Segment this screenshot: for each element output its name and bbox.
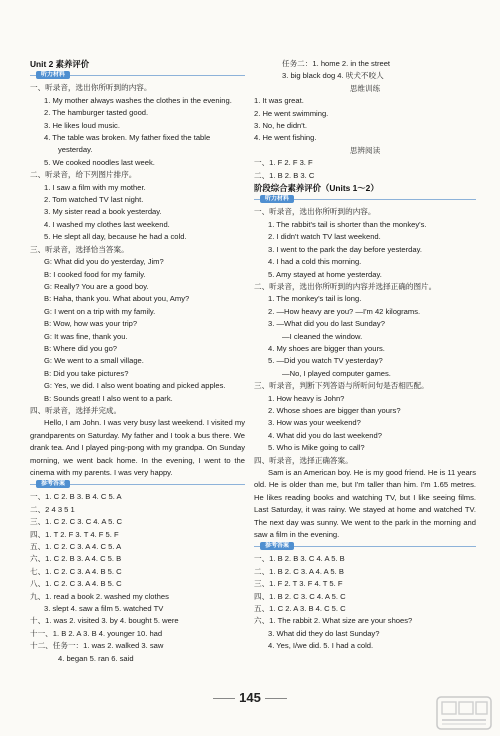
listening-material-tag: 听力材料 [260,195,294,203]
subsection-heading: 思维训练 [349,83,381,93]
text-line: 4. My shoes are bigger than yours. [268,343,385,353]
dialogue-line: B: Sounds great! I also went to a park. [44,393,173,403]
answer-line: 3. big black dog 4. 吠犬不咬人 [282,71,384,81]
answer-line: 一、1. B 2. B 3. C 4. A 5. B [254,554,345,564]
text-line: 2. The hamburger tasted good. [44,108,149,118]
text-line: 5. Amy stayed at home yesterday. [268,269,382,279]
answer-line: 四、1. T 2. F 3. T 4. F 5. F [30,529,119,539]
right-column [254,58,476,653]
answer-line: 2. He went swimming. [254,108,329,118]
text-line: 3. —What did you do last Sunday? [268,319,385,329]
section-heading: 一、听录音，选出你所听到的内容。 [254,207,376,217]
answer-line: 六、1. The rabbit 2. What size are your shoes? [254,616,413,626]
answer-tag: 参考答案 [36,480,70,488]
text-line: 2. —How heavy are you? —I'm 42 kilograms. [268,306,421,316]
text-line: 4. I washed my clothes last weekend. [44,219,170,229]
text-line: 5. Who is Mike going to call? [268,443,365,453]
text-line: 5. He slept all day, because he had a cold. [44,232,187,242]
answer-line: 六、1. C 2. B 3. A 4. C 5. B [30,554,122,564]
answer-line: 一、1. C 2. B 3. B 4. C 5. A [30,492,122,502]
text-line: 2. I didn't watch TV last weekend. [268,232,381,242]
listening-material-tag: 听力材料 [36,71,70,79]
dialogue-line: G: What did you do yesterday, Jim? [44,257,164,267]
answer-line: 十二、任务一：1. was 2. walked 3. saw [30,641,164,651]
dialogue-line: G: Yes, we did. I also went boating and picked apples. [44,381,226,391]
answer-line: 4. began 5. ran 6. said [58,653,134,663]
dialogue-line: B: Haha, thank you. What about you, Amy? [44,294,190,304]
page-number-text: 145 [239,690,261,705]
answer-line: 4. He went fishing. [254,133,317,143]
section-heading: 四、听录音，选择并完成。 [30,405,122,415]
text-line: 4. What did you do last weekend? [268,430,382,440]
answer-line: 3. slept 4. saw a film 5. watched TV [44,604,164,614]
answer-line: 九、1. read a book 2. washed my clothes [30,591,169,601]
answer-line: 3. No, he didn't. [254,121,307,131]
answer-line: 七、1. C 2. C 3. A 4. B 5. C [30,566,122,576]
text-line: yesterday. [58,145,93,155]
watermark-stamp-icon [436,696,492,730]
answer-line: 二、2 4 3 5 1 [30,504,75,514]
dialogue-line: G: Really? You are a good boy. [44,281,149,291]
answer-line: 五、1. C 2. C 3. A 4. C 5. A [30,542,122,552]
answer-line: 十一、1. B 2. A 3. B 4. younger 10. had [30,628,163,638]
answer-line: 3. What did they do last Sunday? [268,628,380,638]
section-heading: 三、听录音，判断下列答语与所听问句是否相匹配。 [254,381,429,391]
answer-line: 十、1. was 2. visited 3. by 4. bought 5. were [30,616,179,626]
answer-bar [30,480,245,489]
page-number-rule-right [265,698,287,699]
page-number [0,690,500,705]
listening-material-bar [30,71,245,80]
answer-tag: 参考答案 [260,542,294,550]
section-heading: 三、听录音，选择恰当答案。 [30,244,129,254]
text-line: —I cleaned the window. [282,331,363,341]
passage-paragraph: Sam is an American boy. He is my good friend. He is 11 years old. He is older than me, but I'm taller than him. I'm 1.65 metres. He likes reading books and watching TV, but I like seeing films. Last Saturday, it was rainy. We stayed at home and watched TV. The next day was sunny. We went to the park in the morning and saw a film in the evening. [254,468,476,540]
text-line: 1. The rabbit's tail is shorter than the monkey's. [268,219,427,229]
answer-line: 4. Yes, I/we did. 5. I had a cold. [268,641,374,651]
text-line: 3. How was your weekend? [268,418,361,428]
answer-line: 四、1. B 2. C 3. C 4. A 5. C [254,591,346,601]
text-line: 4. The table was broken. My father fixed the table [44,133,211,143]
answer-line: 三、1. C 2. C 3. C 4. A 5. C [30,517,123,527]
text-line: 1. How heavy is John? [268,393,345,403]
page-number-rule-left [213,698,235,699]
section-heading: 二、听录音，给下列图片排序。 [30,170,137,180]
left-column [30,58,245,665]
text-line: 2. Whose shoes are bigger than yours? [268,405,401,415]
dialogue-line: B: Wow, how was your trip? [44,319,138,329]
answer-line: 五、1. C 2. A 3. B 4. C 5. C [254,604,346,614]
text-line: 5. We cooked noodles last week. [44,157,155,167]
answer-line: 一、1. F 2. F 3. F [254,158,313,168]
text-line: 1. The monkey's tail is long. [268,294,362,304]
section-heading: 一、听录音，选出你所听到的内容。 [30,83,152,93]
dialogue-line: B: Where did you go? [44,343,118,353]
answer-line: 八、1. C 2. C 3. A 4. B 5. C [30,579,122,589]
answer-line: 二、1. B 2. C 3. A 4. A 5. B [254,566,344,576]
answer-line: 任务二：1. home 2. in the street [282,59,391,68]
section-heading: 四、听录音，选择正确答案。 [254,455,353,465]
section-heading: 二、听录音，选出你所听到的内容并选择正确的图片。 [254,281,437,291]
dialogue-line: B: Did you take pictures? [44,368,129,378]
listening-material-bar [254,195,476,204]
text-line: 3. My sister read a book yesterday. [44,207,162,217]
text-line: 4. I had a cold this morning. [268,257,362,267]
text-line: 3. He likes loud music. [44,120,120,130]
answer-bar [254,542,476,551]
text-line: —No, I played computer games. [282,368,391,378]
unit-title: Unit 2 素养评价 [30,59,90,69]
text-line: 1. My mother always washes the clothes in the evening. [44,95,232,105]
passage-paragraph: Hello, I am John. I was very busy last weekend. I visited my grandparents on Saturday. My father and I took a bus there. We drank tea. And I played ping-pong with my grandpa. On Sunday morning, we went back home. In the evening, I went to the cinema with my parents. I was very happy. [30,418,245,477]
text-line: 2. Tom watched TV last night. [44,195,144,205]
dialogue-line: G: I went on a trip with my family. [44,306,156,316]
unit-title: 阶段综合素养评价（Units 1～2） [254,183,379,194]
answer-line: 1. It was great. [254,96,304,106]
text-line: 1. I saw a film with my mother. [44,182,146,192]
dialogue-line: G: It was fine, thank you. [44,331,128,341]
answer-line: 三、1. F 2. T 3. F 4. T 5. F [254,579,343,589]
text-line: 3. I went to the park the day before yesterday. [268,244,422,254]
dialogue-line: G: We went to a small village. [44,356,144,366]
dialogue-line: B: I cooked food for my family. [44,269,146,279]
answer-line: 二、1. B 2. B 3. C [254,170,315,180]
text-line: 5. —Did you watch TV yesterday? [268,356,383,366]
subsection-heading: 思辨阅读 [349,145,381,155]
